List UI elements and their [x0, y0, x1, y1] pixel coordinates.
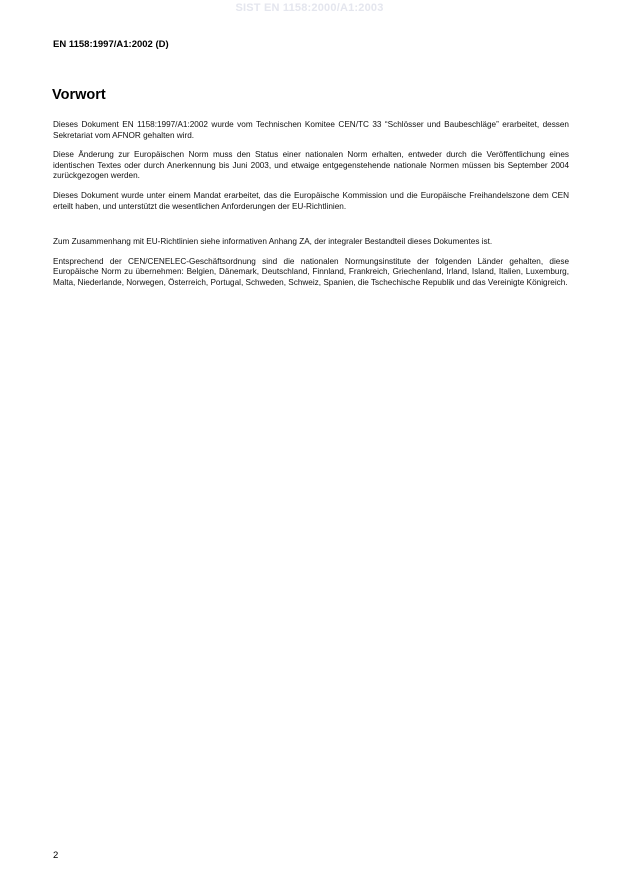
watermark-standard-id: SIST EN 1158:2000/A1:2003	[235, 2, 384, 14]
document-id-header: EN 1158:1997/A1:2002 (D)	[53, 39, 169, 50]
paragraph-adopting-countries: Entsprechend der CEN/CENELEC-Geschäftsordnung sind die nationalen Normungsinstitute der folgenden Länder gehalten, diese Europäische Norm zu übernehmen: Belgien, Dänemark, Deutschland, Finnland, Frankreich, Griechenland, Irland, Island, Italien, Luxemburg, Malta, Niederlande, Norwegen, Österreich, Portugal, Schweden, Schweiz, Spanien, die Tschechische Republik und das Vereinigte Königreich.	[53, 256, 569, 287]
paragraph-eu-directives: Zum Zusammenhang mit EU-Richtlinien siehe informativen Anhang ZA, der integraler Bestandteil dieses Dokumentes ist.	[53, 237, 493, 247]
foreword-body	[53, 120, 569, 289]
page-number: 2	[53, 850, 59, 861]
paragraph-committee: Dieses Dokument EN 1158:1997/A1:2002 wurde vom Technischen Komitee CEN/TC 33 “Schlösser und Baubeschläge” erarbeitet, dessen Sekretariat vom AFNOR gehalten wird.	[53, 120, 569, 140]
section-title: Vorwort	[52, 87, 106, 103]
paragraph-mandate: Dieses Dokument wurde unter einem Mandat erarbeitet, das die Europäische Kommission und die Europäische Freihandelszone dem CEN erteilt haben, und unterstützt die wesentlichen Anforderungen der EU-Richtlinien.	[53, 190, 569, 211]
paragraph-national-status: Diese Änderung zur Europäischen Norm muss den Status einer nationalen Norm erhalten, entweder durch die Veröffentlichung eines identischen Textes oder durch Anerkennung bis Juni 2003, und etwaige entgegenstehende nationale Normen müssen bis September 2004 zurückgezogen werden.	[53, 150, 569, 181]
